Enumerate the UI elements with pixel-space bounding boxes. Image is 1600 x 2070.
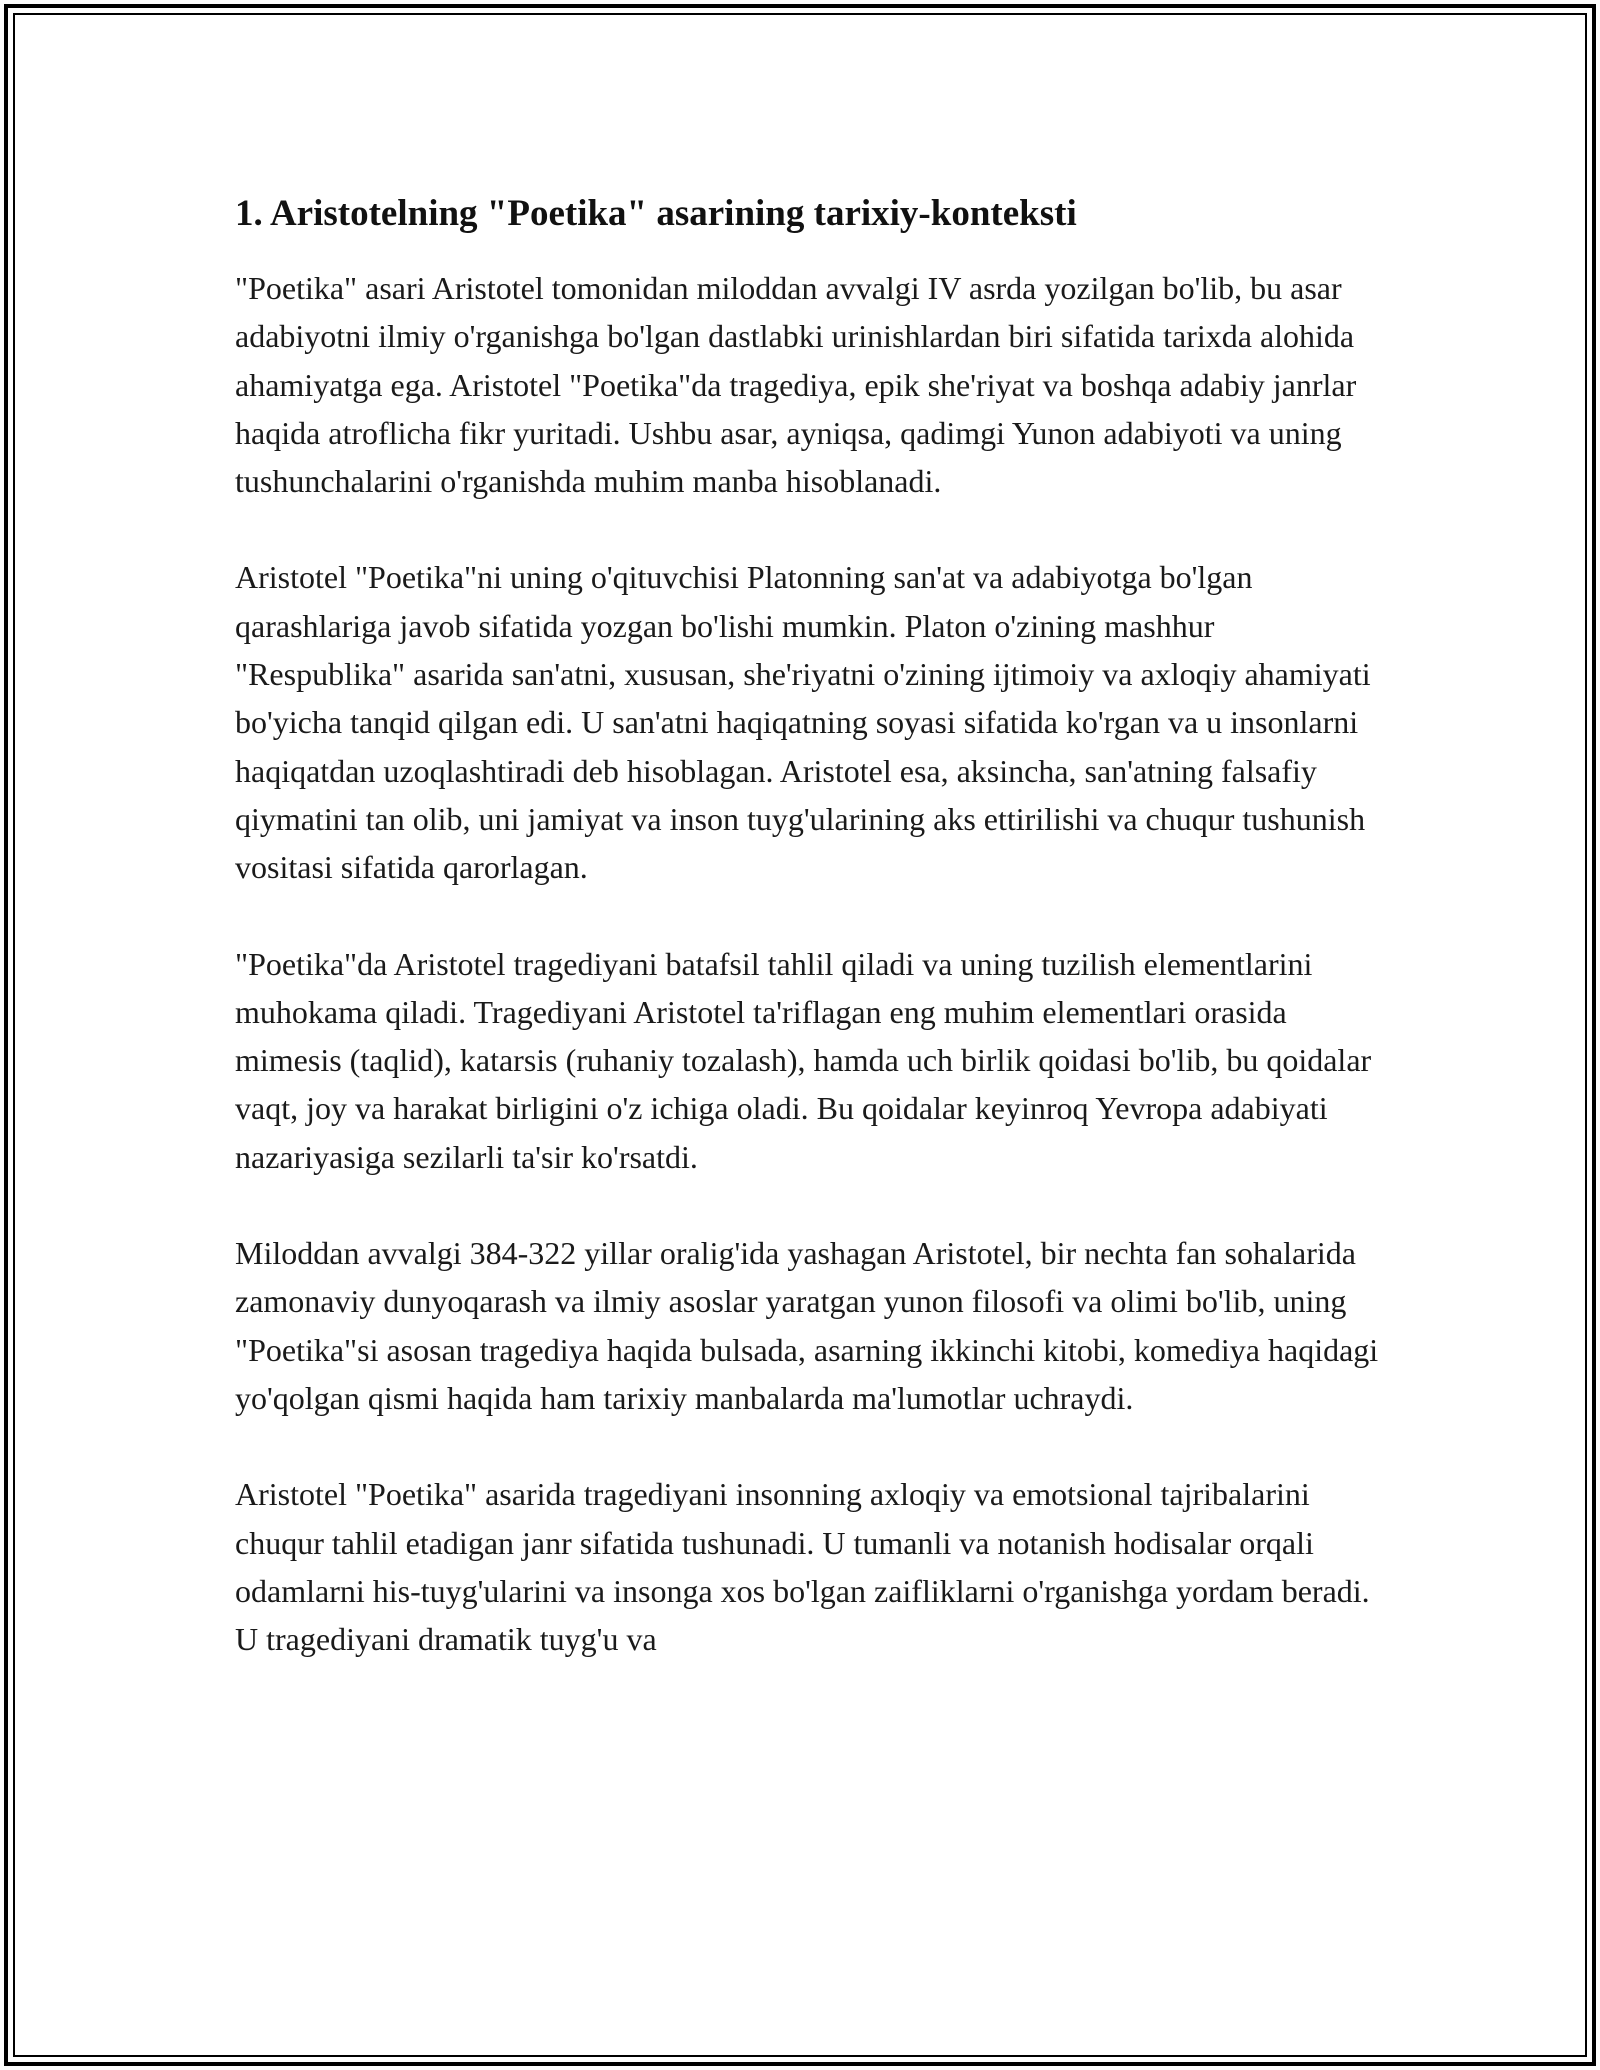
paragraph-3: "Poetika"da Aristotel tragediyani batafsil tahlil qiladi va uning tuzilish elementlarini muhokama qiladi. Tragediyani Aristotel ta'riflagan eng muhim elementlari orasida mimesis (taqlid), katarsis (ruhaniy tozalash), hamda uch birlik qoidasi bo'lib, bu qoidalar vaqt, joy va harakat birligini o'z ichiga oladi. Bu qoidalar keyinroq Yevropa adabiyati nazariyasiga sezilarli ta'sir ko'rsatdi. xyxy=(235,945,1372,1175)
paragraph-2: Aristotel "Poetika"ni uning o'qituvchisi Platonning san'at va adabiyotga bo'lgan qarashlariga javob sifatida yozgan bo'lishi mumkin. Platon o'zining mashhur "Respublika" asarida san'atni, xususan, she'riyatni o'zining ijtimoiy va axloqiy ahamiyati bo'yicha tanqid qilgan edi. U san'atni haqiqatning soyasi sifatida ko'rgan va u insonlarni haqiqatdan uzoqlashtiradi deb hisoblagan. Aristotel esa, aksincha, san'atning falsafiy qiymatini tan olib, uni jamiyat va inson tuyg'ularining aks ettirilishi va chuqur tushunish vositasi sifatida qarorlagan. xyxy=(235,559,1371,886)
section-heading: 1. Aristotelning "Poetika" asarining tarixiy-konteksti xyxy=(235,193,1077,234)
document-body xyxy=(235,188,1385,1663)
paragraph-1: "Poetika" asari Aristotel tomonidan miloddan avvalgi IV asrda yozilgan bo'lib, bu asar adabiyotni ilmiy o'rganishga bo'lgan dastlabki urinishlardan biri sifatida tarixda alohida ahamiyatga ega. Aristotel "Poetika"da tragediya, epik she'riyat va boshqa adabiy janrlar haqida atroflicha fikr yuritadi. Ushbu asar, ayniqsa, qadimgi Yunon adabiyoti va uning tushunchalarini o'rganishda muhim manba hisoblanadi. xyxy=(235,270,1357,500)
paragraph-5: Aristotel "Poetika" asarida tragediyani insonning axloqiy va emotsional tajribalarini chuqur tahlil etadigan janr sifatida tushunadi. U tumanli va notanish hodisalar orqali odamlarni his-tuyg'ularini va insonga xos bo'lgan zaifliklarni o'rganishga yordam beradi. U tragediyani dramatik tuyg'u va xyxy=(235,1476,1370,1658)
paragraph-4: Miloddan avvalgi 384-322 yillar oralig'ida yashagan Aristotel, bir nechta fan sohalarida zamonaviy dunyoqarash va ilmiy asoslar yaratgan yunon filosofi va olimi bo'lib, uning "Poetika"si asosan tragediya haqida bulsada, asarning ikkinchi kitobi, komediya haqidagi yo'qolgan qismi haqida ham tarixiy manbalarda ma'lumotlar uchraydi. xyxy=(235,1235,1379,1416)
